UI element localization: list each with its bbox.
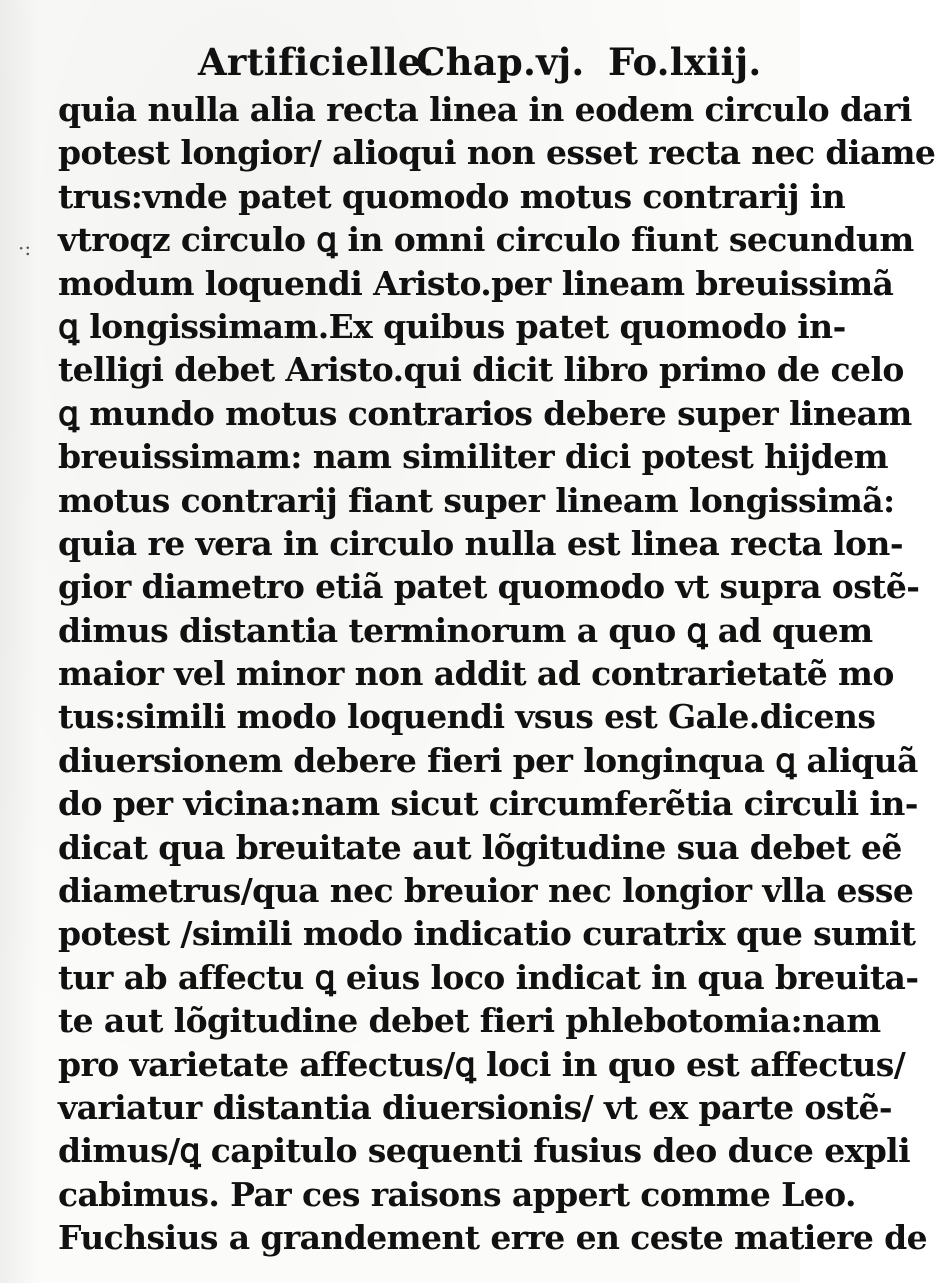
text-line: cabimus. Par ces raisons appert comme Leo.: [58, 1174, 856, 1214]
text-line: vtroqz circulo ꝗ in omni circulo fiunt secundum: [58, 220, 914, 260]
header-title: Artificielle.: [198, 40, 435, 84]
text-line: maior vel minor non addit ad contrarietatẽ mo: [58, 654, 894, 694]
running-header: [198, 40, 762, 90]
text-line: ꝗ mundo motus contrarios debere super lineam: [58, 393, 912, 433]
text-line: motus contrarij fiant super lineam longissimã:: [58, 480, 895, 520]
text-line: Fuchsius a grandement erre en ceste matiere de: [58, 1218, 928, 1258]
text-line: potest /simili modo indicatio curatrix que sumit: [58, 914, 916, 954]
text-line: diuersionem debere fieri per longinqua ꝗ aliquã: [58, 740, 918, 780]
header-chapter: Chap.vj.: [416, 40, 585, 84]
text-line: quia re vera in circulo nulla est linea recta lon-: [58, 523, 903, 563]
text-line: breuissimam: nam similiter dici potest hijdem: [58, 437, 888, 477]
header-folio: Fo.lxiij.: [608, 40, 762, 84]
text-line: quia nulla alia recta linea in eodem circulo dari: [58, 90, 912, 129]
text-line: pro varietate affectus/ꝗ loci in quo est affectus/: [58, 1044, 906, 1084]
text-line: te aut lõgitudine debet fieri phlebotomia:nam: [58, 1001, 881, 1041]
text-line: potest longior/ alioqui non esset recta nec diame: [58, 133, 935, 173]
body-text: [58, 88, 935, 1260]
text-line: dicat qua breuitate aut lõgitudine sua debet eẽ: [58, 827, 902, 867]
text-line: dimus/ꝗ capitulo sequenti fusius deo duce expli: [58, 1131, 911, 1171]
text-line: variatur distantia diuersionis/ vt ex parte ostẽ-: [58, 1087, 892, 1127]
text-line: ꝗ longissimam.Ex quibus patet quomodo in-: [58, 306, 846, 346]
text-line: trus:vnde patet quomodo motus contrarij in: [58, 176, 846, 216]
text-line: tus:simili modo loquendi vsus est Gale.dicens: [58, 697, 876, 737]
text-line: dimus distantia terminorum a quo ꝗ ad quem: [58, 610, 873, 650]
text-line: do per vicina:nam sicut circumferẽtia circuli in-: [58, 784, 918, 824]
text-line: diametrus/qua nec breuior nec longior vlla esse: [58, 871, 914, 911]
text-line: tur ab affectu ꝗ eius loco indicat in qua breuita-: [58, 957, 919, 997]
text-line: modum loquendi Aristo.per lineam breuissimã: [58, 263, 894, 303]
margin-mark: ·:: [18, 236, 32, 260]
text-line: gior diametro etiã patet quomodo vt supra ostẽ-: [58, 567, 920, 607]
text-line: telligi debet Aristo.qui dicit libro primo de celo: [58, 350, 904, 390]
